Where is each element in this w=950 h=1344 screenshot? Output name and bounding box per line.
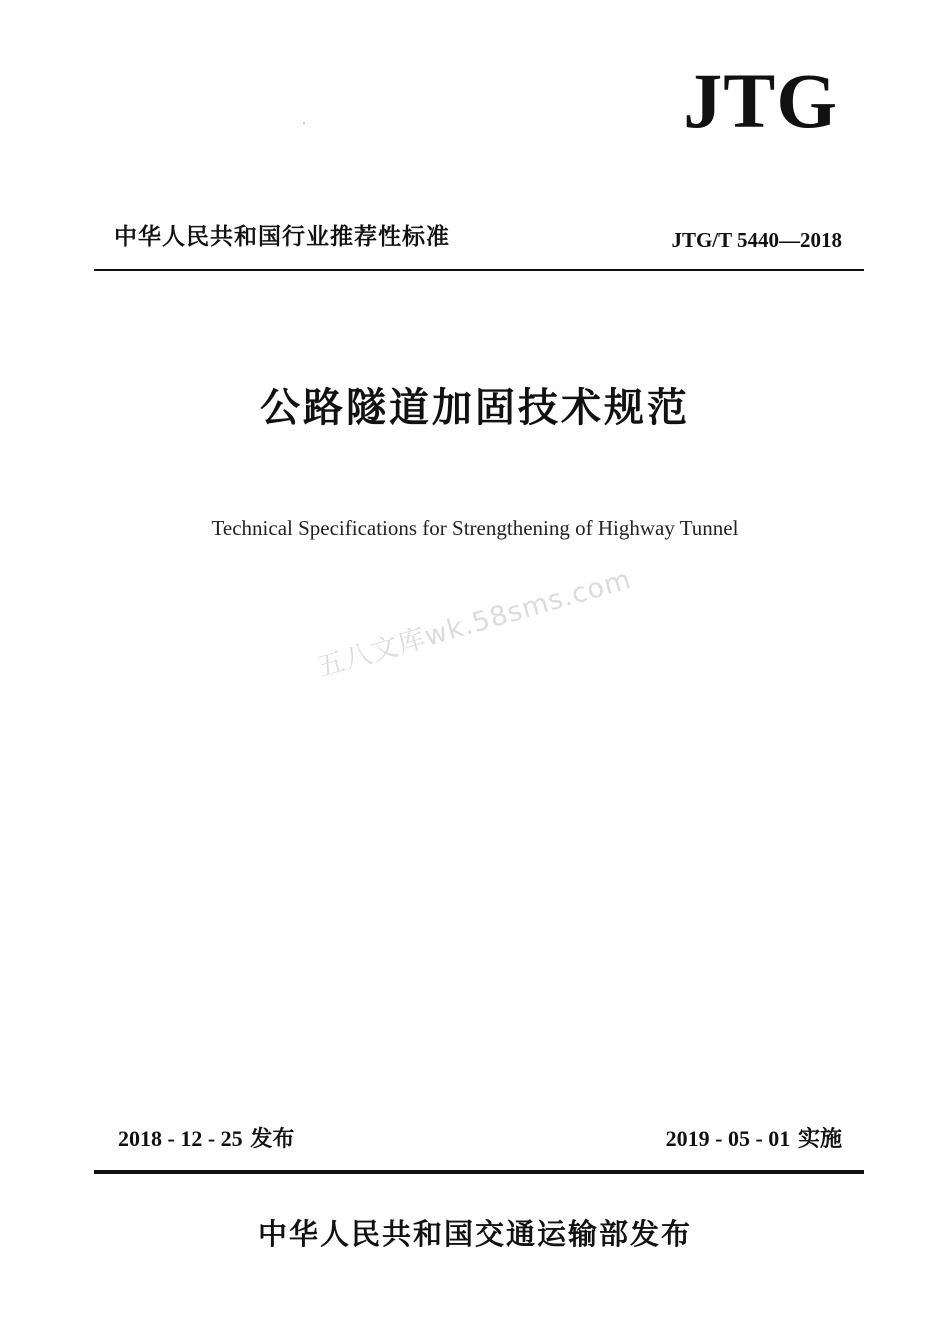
issue-date-line (118, 1124, 294, 1155)
bottom-divider (94, 1170, 864, 1174)
issue-label: 发布 (250, 1127, 295, 1152)
effective-label: 实施 (797, 1127, 842, 1152)
document-title-en: Technical Specifications for Strengthening of Highway Tunnel (211, 516, 739, 540)
scan-speck (303, 122, 305, 124)
watermark: 五八文库wk.58sms.com (313, 563, 635, 684)
standard-code: JTG/T 5440—2018 (671, 228, 842, 252)
top-divider (94, 269, 864, 271)
issue-date: 2018 - 12 - 25 (118, 1126, 243, 1151)
publisher: 中华人民共和国交通运输部发布 (257, 1217, 692, 1251)
effective-date: 2019 - 05 - 01 (665, 1126, 791, 1151)
document-title-zh: 公路隧道加固技术规范 (260, 385, 690, 431)
effective-date-line (666, 1124, 842, 1155)
jtg-logo: JTG (683, 57, 838, 144)
standard-category: 中华人民共和国行业推荐性标准 (114, 224, 450, 250)
